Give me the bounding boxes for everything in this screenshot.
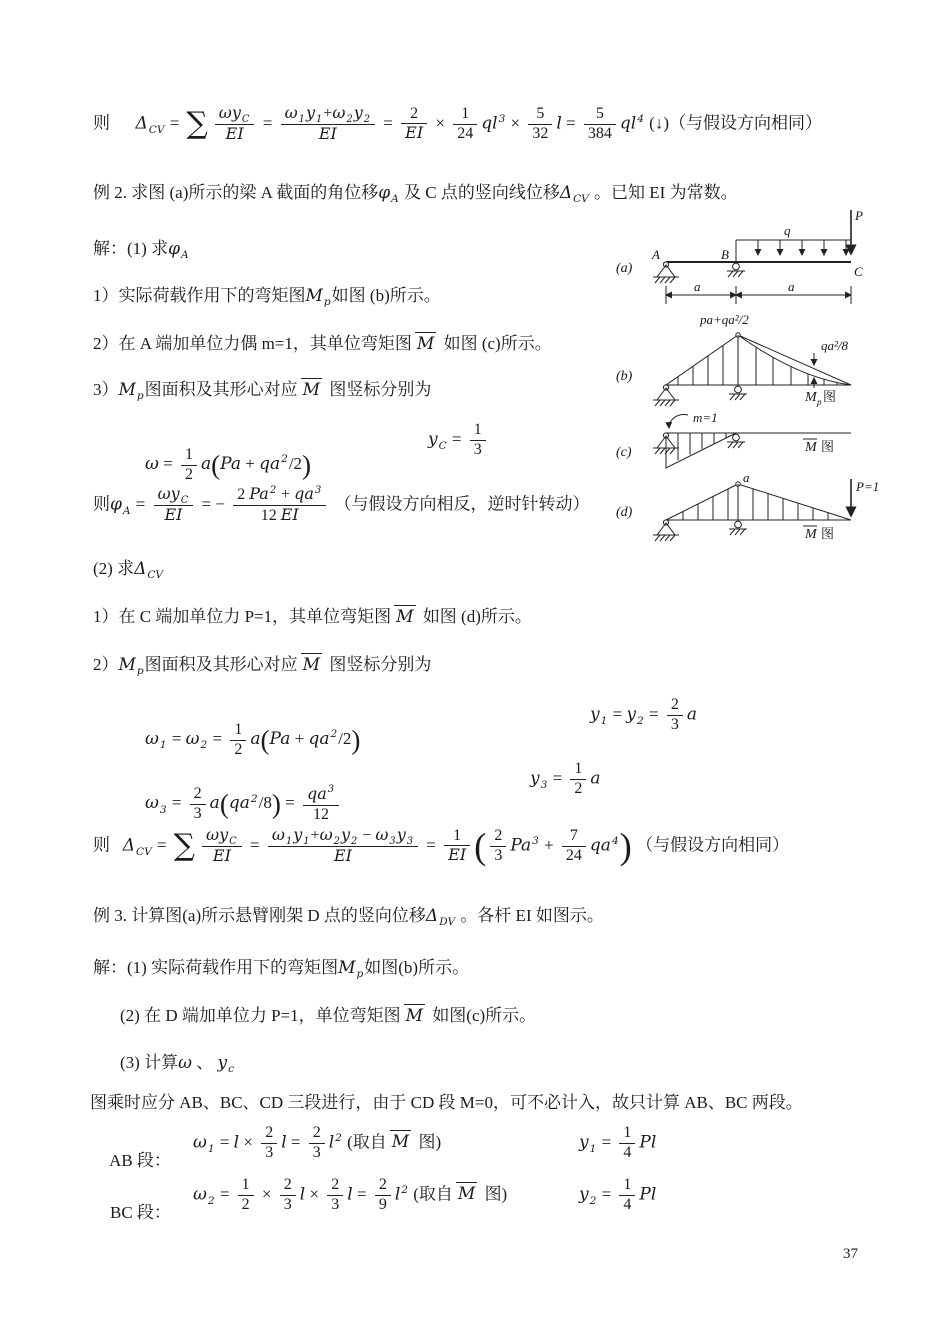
diagram-d-tag: (d) <box>616 505 633 520</box>
formula-omega12-left: $\omega_1 = \omega_2$ = $\frac{1}{2}$ $a(Pa + qa^2/2)$ <box>145 720 361 758</box>
diagram-a-node-b: B <box>721 247 729 262</box>
formula-yc: $y_C$ = $\frac{1}{3}$ <box>428 421 490 460</box>
formula-omega: ω = $\frac{1}{2}$ $a(Pa + qa^2/2)$ <box>145 445 312 483</box>
diagram-a-node-a: A <box>652 247 660 262</box>
formula-deflection-top: 则 $\Delta_{CV}$ = ∑ $\frac{\omega y_C}{EI}$ = $\frac{\omega_1y_1+\omega_2y_2}{EI}$ = $\frac{2}{EI}$ × $\frac{1}{24}$ $ql^3$ × $\frac{5}{32}$ l = $\frac{5}{384}$ $ql^4$ (↓)（与假设方向相同） <box>93 103 822 143</box>
diagram-a-load-q: q <box>784 223 791 238</box>
step1-delta-text: 1）在 C 端加单位力 P=1，其单位弯矩图 M 如图 (d)所示。 <box>93 607 532 627</box>
step1-text: 1）实际荷载作用下的弯矩图$M_p$如图 (b)所示。 <box>93 286 441 309</box>
bc-label: BC 段： <box>110 1202 171 1222</box>
example3-step1: 解：(1) 实际荷载作用下的弯矩图$M_p$如图(b)所示。 <box>93 958 470 981</box>
formula-y3: $y_3$ = $\frac{1}{2}$ a <box>530 760 601 797</box>
diagram-b-name-m: M <box>805 390 817 405</box>
formula-y12: $y_1 = y_2$ = $\frac{2}{3}$ a <box>590 696 697 733</box>
step2-text: 2）在 A 端加单位力偶 m=1，其单位弯矩图 M 如图 (c)所示。 <box>93 334 552 354</box>
diagram-b-tag: (b) <box>616 369 633 384</box>
diagram-a-tag: (a) <box>616 261 633 276</box>
example3-step3: (3) 计算ω 、 $y_c$ <box>120 1053 234 1076</box>
example3-heading: 例 3. 计算图(a)所示悬臂刚架 D 点的竖向位移$\Delta_{DV}$ 。各杆 EI 如图示。 <box>93 906 604 929</box>
formula-y2-bc: $y_2$ = $\frac{1}{4}$ Pl <box>579 1176 657 1213</box>
beam-diagrams-figure <box>608 198 918 550</box>
diagram-d-force-label: P=1 <box>856 479 880 494</box>
diagram-c-moment-label: m=1 <box>693 410 718 425</box>
diagram-a-dim-left: a <box>694 279 701 294</box>
diagram-a-force-p: P <box>855 208 863 223</box>
diagram-a-beam <box>653 210 851 304</box>
formula-bc-segment <box>93 1176 657 1299</box>
page-number: 37 <box>843 1246 858 1262</box>
diagram-d-name-tu: 图 <box>821 526 835 541</box>
formula-y1-ab: $y_1$ = $\frac{1}{4}$ Pl <box>579 1124 657 1161</box>
diagram-b-gap-label: qa²/8 <box>821 338 849 353</box>
example2-heading: 例 2. 求图 (a)所示的梁 A 截面的角位移$\varphi_A$ 及 C 点的竖向线位移$\Delta_{CV}$ 。已知 EI 为常数。 <box>93 183 738 206</box>
formula-delta-cv-result: 则 $\Delta_{CV}$ = ∑ $\frac{\omega y_C}{EI}$ = $\frac{\omega_1y_1+\omega_2y_2 - \omega_3y_3}{EI}$ = $\frac{1}{EI}$ ( $\frac{2}{3}$ $Pa^3$ + $\frac{7}{24}$ $qa^4$) （与假设方向相同） <box>93 825 790 867</box>
segments-note: 图乘时应分 AB、BC、CD 三段进行，由于 CD 段 M=0，可不必计入，故只计算 AB、BC 两段。 <box>90 1093 803 1112</box>
example3-step2: (2) 在 D 端加单位力 P=1，单位弯矩图 M 如图(c)所示。 <box>120 1006 537 1026</box>
solution-step-delta: (2) 求$\Delta_{CV}$ <box>93 559 164 582</box>
formula-omega2-bc: $\omega_2$ = $\frac{1}{2}$ × $\frac{2}{3}$ l × $\frac{2}{3}$ l = $\frac{2}{9}$ $l^2$ (取自 M 图) <box>193 1176 508 1213</box>
diagram-b-peak-label: pa+qa²/2 <box>700 312 749 327</box>
formula-omega3-left: $\omega_3$ = $\frac{2}{3}$ $a(qa^2/8)$ = $\frac{qa^3}{12}$ <box>145 793 343 812</box>
formula-omega1-ab: $\omega_1 = l$ × $\frac{2}{3}$ l = $\frac{2}{3}$ $l^2$ (取自 M 图) <box>193 1124 442 1161</box>
diagram-b-name-sub: p <box>817 397 822 407</box>
diagram-d-name-m: M <box>805 527 817 542</box>
solution-step-phi: 解：(1) 求$\varphi_A$ <box>93 239 189 262</box>
ab-label: AB 段： <box>109 1150 171 1170</box>
diagram-c-tag: (c) <box>616 445 632 460</box>
diagram-a-dim-right: a <box>788 279 795 294</box>
diagram-c-name-tu: 图 <box>821 439 835 454</box>
diagram-d-height-label: a <box>743 470 750 485</box>
diagram-b-name-tu: 图 <box>823 389 837 404</box>
step3-text: $3)M_p$图面积及其形心对应 M 图竖标分别为 <box>93 380 432 403</box>
diagram-a-node-c: C <box>854 264 863 279</box>
diagram-c-name-m: M <box>805 440 817 455</box>
step2-delta-text: $2)M_p$图面积及其形心对应 M 图竖标分别为 <box>93 655 432 678</box>
formula-phi-a: 则$\varphi_A$ = $\frac{\omega y_C}{EI}$ = − $\frac{2 Pa^2 + qa^3}{12 EI}$ （与假设方向相反，逆时针转动） <box>93 484 590 524</box>
